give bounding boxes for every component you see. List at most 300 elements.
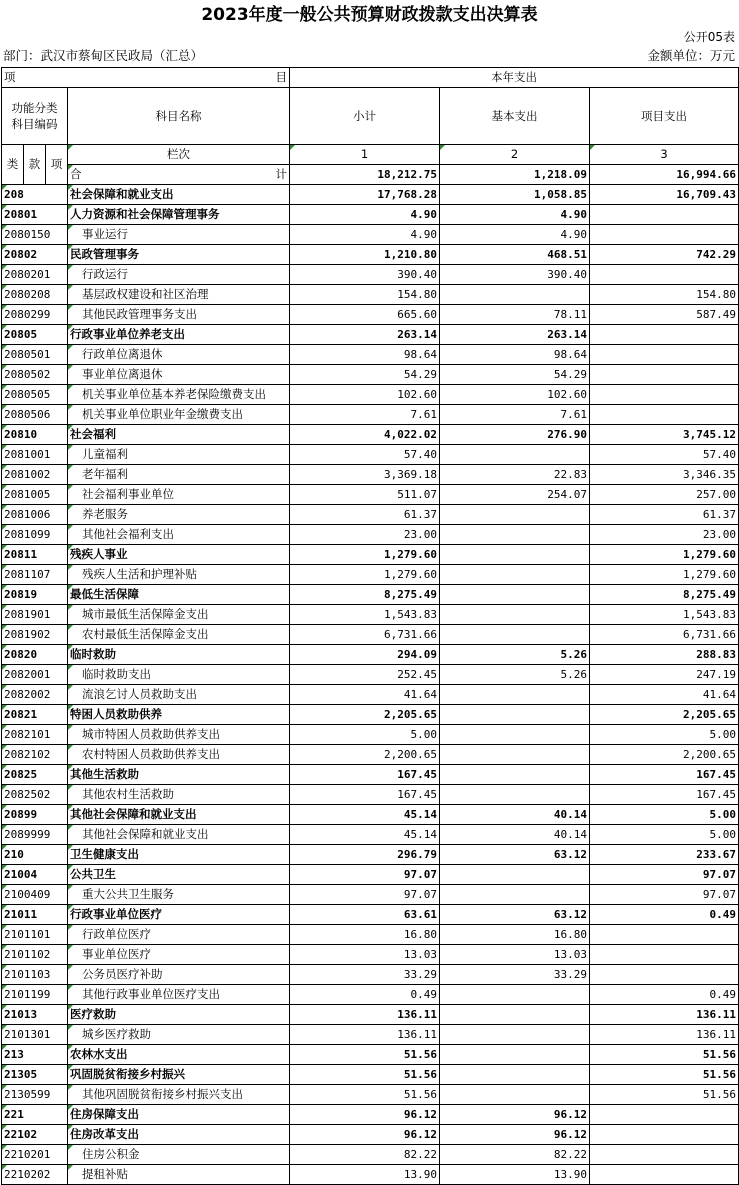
row-code: 2081099 (2, 525, 68, 545)
row-basic: 98.64 (440, 345, 590, 365)
row-project: 5.00 (590, 805, 739, 825)
row-subtotal: 3,369.18 (290, 465, 440, 485)
row-code: 21305 (2, 1065, 68, 1085)
row-basic: 40.14 (440, 825, 590, 845)
row-name: 基层政权建设和社区治理 (68, 285, 290, 305)
row-code: 20821 (2, 705, 68, 725)
row-project (590, 345, 739, 365)
row-name: 最低生活保障 (68, 585, 290, 605)
row-code: 20801 (2, 205, 68, 225)
row-basic (440, 565, 590, 585)
row-project (590, 945, 739, 965)
table-row (2, 805, 739, 825)
form-code: 公开05表 (683, 30, 735, 44)
row-code: 20899 (2, 805, 68, 825)
row-name: 城市最低生活保障金支出 (68, 605, 290, 625)
header-item-end: 目 (275, 70, 287, 84)
row-basic: 16.80 (440, 925, 590, 945)
row-basic (440, 1005, 590, 1025)
row-subtotal: 96.12 (290, 1105, 440, 1125)
row-name: 事业运行 (68, 225, 290, 245)
row-name: 其他巩固脱贫衔接乡村振兴支出 (68, 1085, 290, 1105)
row-subtotal: 45.14 (290, 825, 440, 845)
row-basic (440, 885, 590, 905)
row-subtotal: 102.60 (290, 385, 440, 405)
row-subtotal: 98.64 (290, 345, 440, 365)
department-label: 部门：武汉市蔡甸区民政局（汇总） (3, 48, 204, 63)
row-code: 21013 (2, 1005, 68, 1025)
row-name: 老年福利 (68, 465, 290, 485)
row-project: 8,275.49 (590, 585, 739, 605)
row-subtotal: 167.45 (290, 765, 440, 785)
row-basic: 22.83 (440, 465, 590, 485)
header-func-code: 功能分类 科目编码 (2, 88, 68, 145)
row-basic (440, 525, 590, 545)
row-project: 97.07 (590, 885, 739, 905)
table-row (2, 365, 739, 385)
table-row (2, 765, 739, 785)
row-subtotal: 390.40 (290, 265, 440, 285)
row-subtotal: 96.12 (290, 1125, 440, 1145)
row-project: 5.00 (590, 725, 739, 745)
row-basic (440, 685, 590, 705)
row-project: 257.00 (590, 485, 739, 505)
row-name: 机关事业单位基本养老保险缴费支出 (68, 385, 290, 405)
row-name: 其他社会福利支出 (68, 525, 290, 545)
header-basic: 基本支出 (440, 88, 590, 145)
table-row (2, 345, 739, 365)
row-name: 巩固脱贫衔接乡村振兴 (68, 1065, 290, 1085)
expenditure-table (1, 67, 739, 1185)
table-row (2, 1165, 739, 1185)
row-project: 3,745.12 (590, 425, 739, 445)
row-name: 社会保障和就业支出 (68, 185, 290, 205)
row-basic: 263.14 (440, 325, 590, 345)
row-project: 51.56 (590, 1085, 739, 1105)
table-row (2, 985, 739, 1005)
row-subtotal: 296.79 (290, 845, 440, 865)
table-row (2, 825, 739, 845)
row-name: 残疾人生活和护理补贴 (68, 565, 290, 585)
row-subtotal: 2,205.65 (290, 705, 440, 725)
row-name: 医疗救助 (68, 1005, 290, 1025)
row-basic: 96.12 (440, 1125, 590, 1145)
row-basic: 4.90 (440, 205, 590, 225)
row-code: 2081001 (2, 445, 68, 465)
row-basic: 468.51 (440, 245, 590, 265)
row-basic: 96.12 (440, 1105, 590, 1125)
table-row (2, 1025, 739, 1045)
row-project: 2,205.65 (590, 705, 739, 725)
row-code: 20811 (2, 545, 68, 565)
row-basic: 33.29 (440, 965, 590, 985)
row-basic: 63.12 (440, 845, 590, 865)
row-subtotal: 41.64 (290, 685, 440, 705)
row-name: 特困人员救助供养 (68, 705, 290, 725)
row-name: 民政管理事务 (68, 245, 290, 265)
row-basic (440, 765, 590, 785)
row-code: 221 (2, 1105, 68, 1125)
row-name: 机关事业单位职业年金缴费支出 (68, 405, 290, 425)
row-subtotal: 8,275.49 (290, 585, 440, 605)
row-basic: 40.14 (440, 805, 590, 825)
row-code: 213 (2, 1045, 68, 1065)
row-project: 23.00 (590, 525, 739, 545)
row-basic (440, 1045, 590, 1065)
row-code: 20810 (2, 425, 68, 445)
total-label-a: 合 (70, 167, 82, 181)
header-col2: 2 (440, 145, 590, 165)
row-project (590, 405, 739, 425)
table-row (2, 1105, 739, 1125)
table-row (2, 1085, 739, 1105)
row-project: 0.49 (590, 905, 739, 925)
row-project: 61.37 (590, 505, 739, 525)
row-code: 2080502 (2, 365, 68, 385)
row-name: 住房公积金 (68, 1145, 290, 1165)
header-current-year: 本年支出 (290, 68, 739, 88)
row-name: 其他农村生活救助 (68, 785, 290, 805)
table-row (2, 445, 739, 465)
row-project: 1,279.60 (590, 565, 739, 585)
row-name: 其他行政事业单位医疗支出 (68, 985, 290, 1005)
row-subtotal: 7.61 (290, 405, 440, 425)
row-project: 742.29 (590, 245, 739, 265)
row-subtotal: 61.37 (290, 505, 440, 525)
row-code: 2082101 (2, 725, 68, 745)
row-code: 2080208 (2, 285, 68, 305)
row-subtotal: 63.61 (290, 905, 440, 925)
header-subject-name: 科目名称 (68, 88, 290, 145)
row-subtotal: 167.45 (290, 785, 440, 805)
table-row (2, 525, 739, 545)
row-code: 2081902 (2, 625, 68, 645)
row-project: 0.49 (590, 985, 739, 1005)
row-subtotal: 51.56 (290, 1045, 440, 1065)
row-name: 重大公共卫生服务 (68, 885, 290, 905)
row-name: 儿童福利 (68, 445, 290, 465)
table-row (2, 785, 739, 805)
row-subtotal: 294.09 (290, 645, 440, 665)
header-xiang: 项 (46, 145, 68, 185)
table-row (2, 265, 739, 285)
table-row (2, 745, 739, 765)
row-subtotal: 6,731.66 (290, 625, 440, 645)
row-name: 临时救助 (68, 645, 290, 665)
table-row (2, 305, 739, 325)
row-subtotal: 33.29 (290, 965, 440, 985)
table-row (2, 185, 739, 205)
row-name: 人力资源和社会保障管理事务 (68, 205, 290, 225)
table-row (2, 965, 739, 985)
row-basic: 63.12 (440, 905, 590, 925)
total-basic: 1,218.09 (440, 165, 590, 185)
row-subtotal: 0.49 (290, 985, 440, 1005)
header-lei: 类 (2, 145, 24, 185)
row-project (590, 385, 739, 405)
row-code: 21004 (2, 865, 68, 885)
row-project (590, 225, 739, 245)
row-basic (440, 725, 590, 745)
row-basic (440, 1065, 590, 1085)
row-subtotal: 51.56 (290, 1085, 440, 1105)
row-basic (440, 545, 590, 565)
row-basic: 7.61 (440, 405, 590, 425)
row-project: 5.00 (590, 825, 739, 845)
row-subtotal: 665.60 (290, 305, 440, 325)
row-code: 20825 (2, 765, 68, 785)
row-code: 2080299 (2, 305, 68, 325)
table-row (2, 405, 739, 425)
row-code: 210 (2, 845, 68, 865)
row-project: 288.83 (590, 645, 739, 665)
report-title: 2023年度一般公共预算财政拨款支出决算表 (201, 5, 538, 25)
row-project: 587.49 (590, 305, 739, 325)
row-name: 公务员医疗补助 (68, 965, 290, 985)
row-basic: 13.03 (440, 945, 590, 965)
row-basic: 82.22 (440, 1145, 590, 1165)
row-project: 136.11 (590, 1025, 739, 1045)
row-project: 97.07 (590, 865, 739, 885)
row-name: 社会福利 (68, 425, 290, 445)
row-project (590, 1165, 739, 1185)
row-code: 2081006 (2, 505, 68, 525)
row-basic: 13.90 (440, 1165, 590, 1185)
table-row (2, 1045, 739, 1065)
row-code: 2080201 (2, 265, 68, 285)
row-project (590, 965, 739, 985)
row-basic (440, 1085, 590, 1105)
row-subtotal: 4.90 (290, 225, 440, 245)
row-code: 2130599 (2, 1085, 68, 1105)
row-code: 2082102 (2, 745, 68, 765)
total-project: 16,994.66 (590, 165, 739, 185)
header-subtotal: 小计 (290, 88, 440, 145)
table-row (2, 285, 739, 305)
total-row (2, 165, 739, 185)
row-code: 2080150 (2, 225, 68, 245)
row-subtotal: 13.90 (290, 1165, 440, 1185)
row-project: 233.67 (590, 845, 739, 865)
row-basic (440, 865, 590, 885)
row-code: 2080506 (2, 405, 68, 425)
header-project: 项目支出 (590, 88, 739, 145)
header-column-no: 栏次 (68, 145, 290, 165)
header-col1: 1 (290, 145, 440, 165)
row-basic (440, 1025, 590, 1045)
row-name: 行政事业单位医疗 (68, 905, 290, 925)
row-subtotal: 511.07 (290, 485, 440, 505)
row-code: 2101101 (2, 925, 68, 945)
table-row (2, 885, 739, 905)
table-row (2, 565, 739, 585)
row-project (590, 205, 739, 225)
table-row (2, 1005, 739, 1025)
row-code: 2082002 (2, 685, 68, 705)
table-row (2, 465, 739, 485)
table-row (2, 245, 739, 265)
table-row (2, 905, 739, 925)
row-basic: 390.40 (440, 265, 590, 285)
row-subtotal: 1,543.83 (290, 605, 440, 625)
row-subtotal: 4.90 (290, 205, 440, 225)
row-code: 2100409 (2, 885, 68, 905)
row-subtotal: 154.80 (290, 285, 440, 305)
row-subtotal: 136.11 (290, 1005, 440, 1025)
row-name: 社会福利事业单位 (68, 485, 290, 505)
row-name: 行政运行 (68, 265, 290, 285)
row-subtotal: 4,022.02 (290, 425, 440, 445)
table-row (2, 1125, 739, 1145)
row-basic: 254.07 (440, 485, 590, 505)
row-name: 农林水支出 (68, 1045, 290, 1065)
row-code: 2101102 (2, 945, 68, 965)
row-name: 事业单位医疗 (68, 945, 290, 965)
table-row (2, 665, 739, 685)
row-subtotal: 5.00 (290, 725, 440, 745)
table-row (2, 645, 739, 665)
row-name: 行政单位医疗 (68, 925, 290, 945)
row-name: 流浪乞讨人员救助支出 (68, 685, 290, 705)
row-basic (440, 585, 590, 605)
table-row (2, 505, 739, 525)
row-code: 2081901 (2, 605, 68, 625)
row-basic (440, 605, 590, 625)
table-row (2, 385, 739, 405)
header-col3: 3 (590, 145, 739, 165)
row-name: 提租补贴 (68, 1165, 290, 1185)
row-code: 22102 (2, 1125, 68, 1145)
row-name: 卫生健康支出 (68, 845, 290, 865)
table-row (2, 1065, 739, 1085)
table-row (2, 685, 739, 705)
row-name: 城乡医疗救助 (68, 1025, 290, 1045)
row-basic: 54.29 (440, 365, 590, 385)
row-code: 2101103 (2, 965, 68, 985)
row-project: 6,731.66 (590, 625, 739, 645)
row-project (590, 265, 739, 285)
row-basic: 102.60 (440, 385, 590, 405)
row-project: 51.56 (590, 1045, 739, 1065)
row-subtotal: 97.07 (290, 865, 440, 885)
row-subtotal: 54.29 (290, 365, 440, 385)
row-subtotal: 45.14 (290, 805, 440, 825)
row-subtotal: 97.07 (290, 885, 440, 905)
row-project: 1,279.60 (590, 545, 739, 565)
row-project: 167.45 (590, 765, 739, 785)
table-row (2, 845, 739, 865)
table-row (2, 925, 739, 945)
row-code: 20802 (2, 245, 68, 265)
row-name: 养老服务 (68, 505, 290, 525)
header-row-3 (2, 145, 739, 165)
row-project: 3,346.35 (590, 465, 739, 485)
row-name: 其他生活救助 (68, 765, 290, 785)
row-basic: 5.26 (440, 645, 590, 665)
row-code: 2082502 (2, 785, 68, 805)
table-row (2, 585, 739, 605)
row-name: 行政单位离退休 (68, 345, 290, 365)
table-row (2, 865, 739, 885)
row-subtotal: 1,279.60 (290, 545, 440, 565)
row-code: 2101199 (2, 985, 68, 1005)
row-name: 农村最低生活保障金支出 (68, 625, 290, 645)
row-basic (440, 625, 590, 645)
row-name: 其他民政管理事务支出 (68, 305, 290, 325)
total-label-b: 计 (275, 167, 287, 181)
row-name: 残疾人事业 (68, 545, 290, 565)
row-subtotal: 82.22 (290, 1145, 440, 1165)
row-project: 57.40 (590, 445, 739, 465)
table-row (2, 325, 739, 345)
row-code: 2080501 (2, 345, 68, 365)
row-basic (440, 445, 590, 465)
row-project: 247.19 (590, 665, 739, 685)
row-basic (440, 705, 590, 725)
table-row (2, 545, 739, 565)
row-basic (440, 745, 590, 765)
row-code: 21011 (2, 905, 68, 925)
row-code: 20819 (2, 585, 68, 605)
row-subtotal: 23.00 (290, 525, 440, 545)
table-row (2, 625, 739, 645)
row-basic (440, 785, 590, 805)
row-subtotal: 13.03 (290, 945, 440, 965)
row-project (590, 925, 739, 945)
table-row (2, 425, 739, 445)
row-project (590, 1145, 739, 1165)
row-name: 行政事业单位养老支出 (68, 325, 290, 345)
row-subtotal: 252.45 (290, 665, 440, 685)
table-row (2, 225, 739, 245)
row-subtotal: 51.56 (290, 1065, 440, 1085)
row-code: 2081002 (2, 465, 68, 485)
row-project: 2,200.65 (590, 745, 739, 765)
row-name: 农村特困人员救助供养支出 (68, 745, 290, 765)
row-code: 2081107 (2, 565, 68, 585)
row-project: 41.64 (590, 685, 739, 705)
row-code: 208 (2, 185, 68, 205)
table-row (2, 205, 739, 225)
row-name: 城市特困人员救助供养支出 (68, 725, 290, 745)
row-code: 2089999 (2, 825, 68, 845)
row-basic (440, 985, 590, 1005)
row-subtotal: 1,279.60 (290, 565, 440, 585)
row-basic: 78.11 (440, 305, 590, 325)
header-kuan: 款 (24, 145, 46, 185)
row-name: 事业单位离退休 (68, 365, 290, 385)
row-project: 1,543.83 (590, 605, 739, 625)
row-subtotal: 136.11 (290, 1025, 440, 1045)
row-code: 2081005 (2, 485, 68, 505)
unit-label: 金额单位：万元 (647, 48, 735, 63)
row-project: 51.56 (590, 1065, 739, 1085)
row-code: 2101301 (2, 1025, 68, 1045)
row-subtotal: 16.80 (290, 925, 440, 945)
row-basic: 1,058.85 (440, 185, 590, 205)
row-name: 住房改革支出 (68, 1125, 290, 1145)
row-subtotal: 17,768.28 (290, 185, 440, 205)
row-code: 2210201 (2, 1145, 68, 1165)
row-name: 住房保障支出 (68, 1105, 290, 1125)
row-project: 16,709.43 (590, 185, 739, 205)
row-project: 154.80 (590, 285, 739, 305)
row-name: 临时救助支出 (68, 665, 290, 685)
row-project (590, 325, 739, 345)
row-code: 2080505 (2, 385, 68, 405)
table-row (2, 605, 739, 625)
header-row-1 (2, 68, 739, 88)
